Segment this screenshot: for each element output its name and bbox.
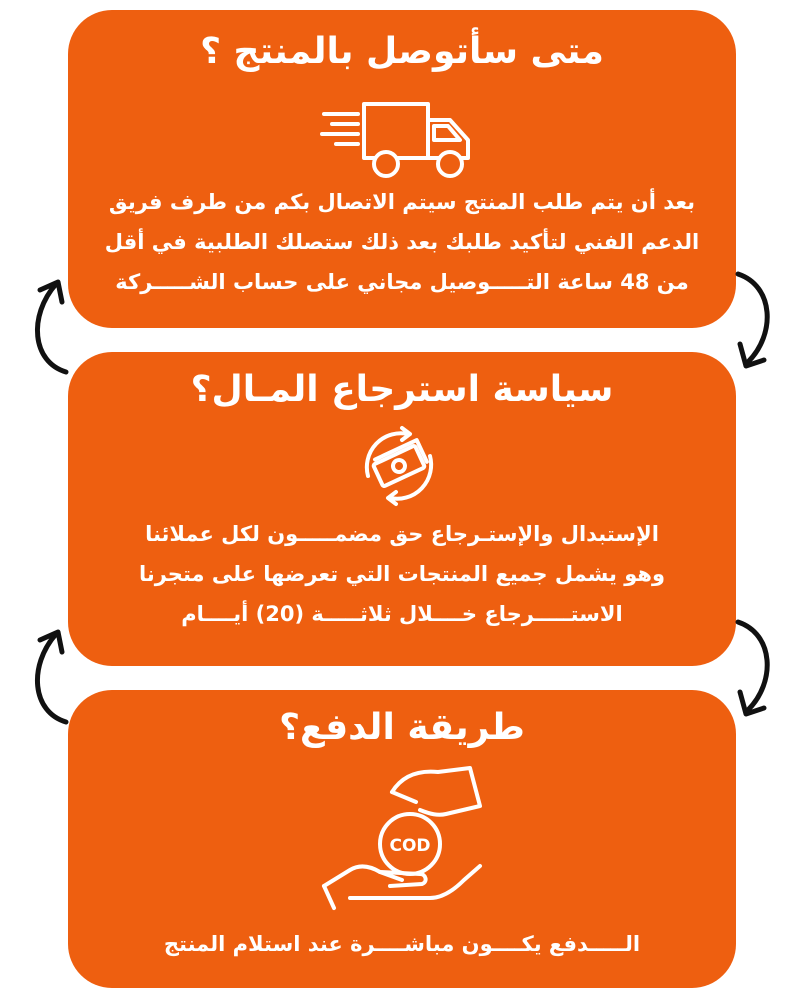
- cash-on-delivery-icon: [320, 762, 490, 912]
- delivery-truck-icon: [318, 98, 478, 184]
- refund-line: الاستـــــرجاع خــــلال ثلاثـــــة (20) أيــــام: [181, 602, 623, 626]
- payment-text: [82, 924, 722, 964]
- delivery-line: بعد أن يتم طلب المنتج سيتم الاتصال بكم من طرف فريق: [108, 190, 696, 214]
- curved-arrow-up-icon: [22, 272, 70, 384]
- cod-label: COD: [389, 836, 431, 856]
- refund-title: سياسة استرجاع المـال؟: [190, 369, 614, 410]
- refund-line: الإستبدال والإستـرجاع حق مضمـــــون لكل عملائنا: [145, 522, 659, 546]
- money-exchange-icon: [354, 424, 444, 508]
- refund-text: [82, 514, 722, 634]
- curved-arrow-down-icon: [734, 264, 782, 376]
- curved-arrow-down-icon: [734, 612, 782, 724]
- payment-title: طريقة الدفع؟: [279, 707, 525, 748]
- delivery-line: الدعم الفني لتأكيد طلبك بعد ذلك ستصلك الطلبية في أقل: [104, 230, 700, 254]
- delivery-text: [82, 182, 722, 302]
- delivery-card: [68, 10, 736, 328]
- payment-card: [68, 690, 736, 988]
- delivery-line: من 48 ساعة التـــــوصيل مجاني على حساب الشـــــركة: [115, 270, 689, 294]
- payment-line: الـــــدفع يكــــون مباشــــرة عند استلام المنتج: [163, 932, 641, 956]
- delivery-title: متى سأتوصل بالمنتج ؟: [200, 31, 604, 72]
- curved-arrow-up-icon: [22, 622, 70, 734]
- refund-card: [68, 352, 736, 666]
- refund-line: وهو يشمل جميع المنتجات التي تعرضها على متجرنا: [138, 562, 666, 586]
